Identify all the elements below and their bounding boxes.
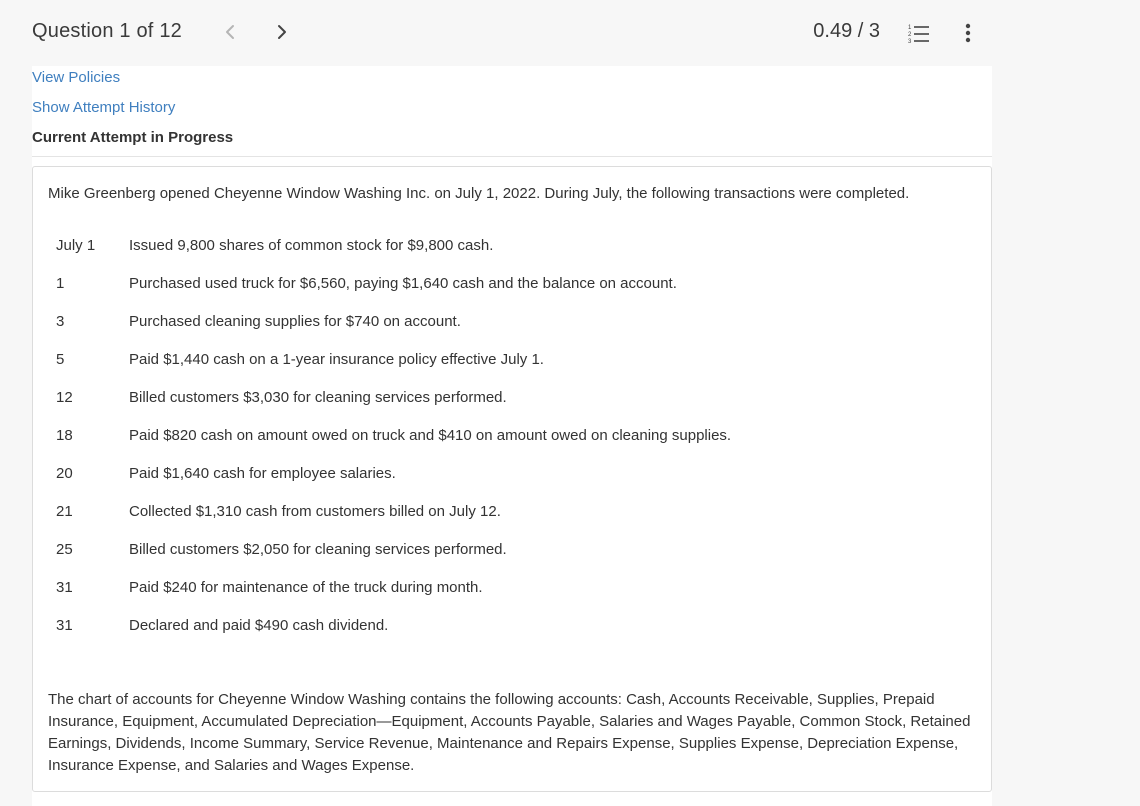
more-vertical-icon xyxy=(965,22,971,44)
transaction-date: July 1 xyxy=(56,237,96,254)
transaction-date: 3 xyxy=(56,313,65,330)
svg-text:3: 3 xyxy=(908,39,912,45)
question-header xyxy=(0,0,1140,66)
view-policies-link[interactable]: View Policies xyxy=(32,69,121,86)
transaction-description: Paid $1,440 cash on a 1-year insurance policy effective July 1. xyxy=(129,351,544,368)
numbered-list-icon xyxy=(906,20,932,46)
transaction-description: Paid $820 cash on amount owed on truck and $410 on amount owed on cleaning supplies. xyxy=(129,427,732,444)
transaction-row xyxy=(33,503,991,527)
chart-of-accounts-text: The chart of accounts for Cheyenne Window Washing contains the following accounts: Cash, Accounts Receivable, Supplies, Prepaid Insurance, Equipment, Accumulated Depreciation—Equipment, Accounts Payable, Salaries and Wages Payable, Common Stock, Retained Earnings, Dividends, Income Summary, Service Revenue, Maintenance and Repairs Expense, Supplies Expense, Depreciation Expense, Insurance Expense, and Salaries and Wages Expense. xyxy=(48,691,971,774)
transaction-description: Paid $1,640 cash for employee salaries. xyxy=(129,465,396,482)
transaction-date: 1 xyxy=(56,275,65,292)
transaction-date: 21 xyxy=(56,503,73,520)
transaction-description: Paid $240 for maintenance of the truck during month. xyxy=(129,579,483,596)
transaction-description: Purchased cleaning supplies for $740 on account. xyxy=(129,313,461,330)
transaction-row xyxy=(33,389,991,413)
transaction-description: Declared and paid $490 cash dividend. xyxy=(129,617,389,634)
divider xyxy=(32,156,992,157)
transaction-description: Billed customers $2,050 for cleaning services performed. xyxy=(129,541,507,558)
transaction-date: 5 xyxy=(56,351,65,368)
transaction-description: Issued 9,800 shares of common stock for $9,800 cash. xyxy=(129,237,494,254)
next-question-button[interactable] xyxy=(268,18,296,46)
svg-text:2: 2 xyxy=(908,32,912,38)
transaction-description: Billed customers $3,030 for cleaning services performed. xyxy=(129,389,507,406)
transaction-row xyxy=(33,351,991,375)
show-attempt-history-link[interactable]: Show Attempt History xyxy=(32,99,176,116)
transaction-row xyxy=(33,465,991,489)
transaction-date: 31 xyxy=(56,579,73,596)
transaction-row xyxy=(33,313,991,337)
transaction-row xyxy=(33,427,991,451)
question-content xyxy=(32,66,992,806)
transaction-row xyxy=(33,275,991,299)
transaction-date: 20 xyxy=(56,465,73,482)
transaction-date: 25 xyxy=(56,541,73,558)
question-counter: Question 1 of 12 xyxy=(32,20,182,42)
chevron-right-icon xyxy=(275,23,289,41)
attempt-status: Current Attempt in Progress xyxy=(32,129,234,146)
svg-text:1: 1 xyxy=(908,25,912,31)
transaction-row xyxy=(33,579,991,603)
previous-question-button[interactable] xyxy=(216,18,244,46)
transaction-date: 18 xyxy=(56,427,73,444)
score-display: 0.49 / 3 xyxy=(813,20,880,42)
transaction-description: Purchased used truck for $6,560, paying $1,640 cash and the balance on account. xyxy=(129,275,677,292)
transaction-date: 12 xyxy=(56,389,73,406)
problem-intro: Mike Greenberg opened Cheyenne Window Washing Inc. on July 1, 2022. During July, the following transactions were completed. xyxy=(48,185,910,202)
transaction-date: 31 xyxy=(56,617,73,634)
chevron-left-icon xyxy=(223,23,237,41)
transaction-description: Collected $1,310 cash from customers billed on July 12. xyxy=(129,503,501,520)
question-list-button[interactable] xyxy=(906,20,932,46)
more-options-button[interactable] xyxy=(956,20,980,46)
problem-card xyxy=(32,166,992,792)
transaction-row xyxy=(33,541,991,565)
transaction-row xyxy=(33,617,991,641)
transaction-row xyxy=(33,237,991,261)
